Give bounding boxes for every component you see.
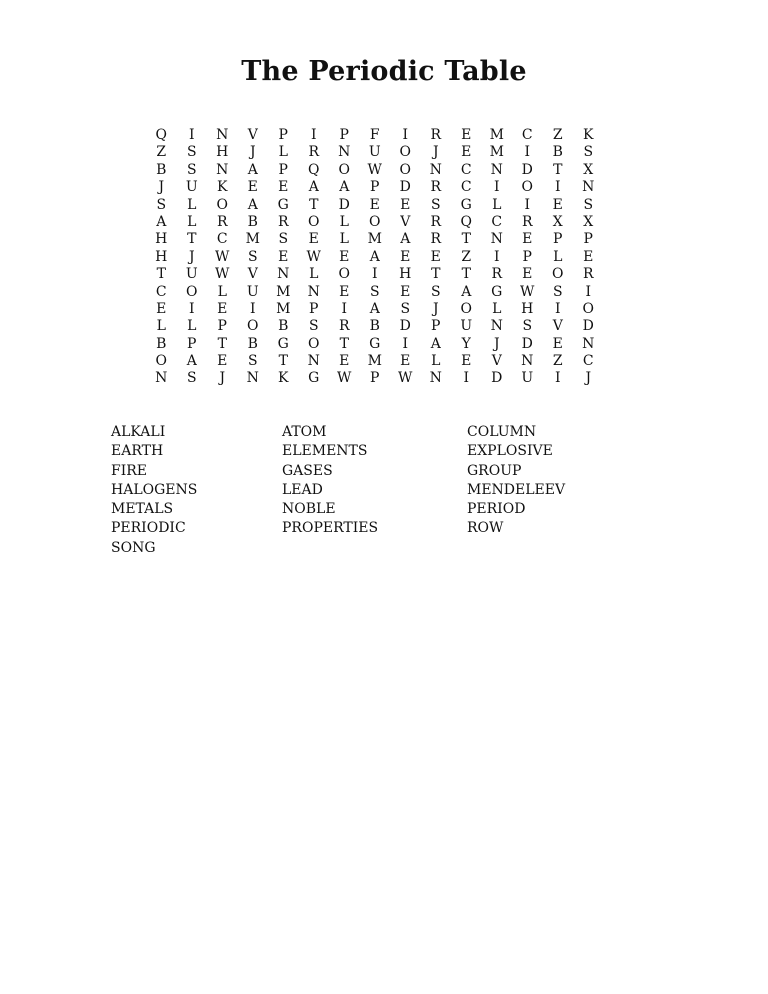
grid-letter[interactable]: E bbox=[552, 335, 563, 352]
grid-letter[interactable]: H bbox=[521, 300, 534, 317]
grid-letter[interactable]: L bbox=[492, 196, 502, 213]
grid-letter[interactable]: Z bbox=[156, 144, 167, 161]
grid-letter[interactable]: T bbox=[156, 266, 166, 283]
grid-letter[interactable]: M bbox=[245, 231, 260, 248]
grid-letter[interactable]: P bbox=[339, 127, 349, 143]
grid-letter[interactable]: D bbox=[338, 196, 350, 213]
grid-letter[interactable]: W bbox=[306, 248, 321, 265]
word-list-item: NOBLE bbox=[282, 501, 336, 518]
grid-letter[interactable]: L bbox=[187, 318, 197, 335]
grid-letter[interactable]: L bbox=[187, 213, 197, 230]
grid-letter[interactable]: Y bbox=[461, 335, 471, 352]
grid-letter[interactable]: A bbox=[308, 179, 319, 196]
grid-letter[interactable]: E bbox=[522, 231, 533, 248]
grid-letter[interactable]: R bbox=[216, 213, 228, 230]
grid-letter[interactable]: X bbox=[552, 213, 563, 230]
grid-letter[interactable]: T bbox=[461, 231, 471, 248]
grid-letter[interactable]: S bbox=[308, 318, 319, 335]
grid-letter[interactable]: I bbox=[402, 127, 409, 143]
grid-letter[interactable]: A bbox=[400, 231, 411, 248]
grid-letter[interactable]: H bbox=[399, 266, 412, 283]
grid-letter[interactable]: O bbox=[308, 335, 320, 352]
grid-letter[interactable]: H bbox=[155, 248, 168, 265]
grid-letter[interactable]: F bbox=[369, 127, 380, 143]
grid-letter[interactable]: H bbox=[216, 144, 229, 161]
grid-letter[interactable]: A bbox=[156, 213, 167, 230]
grid-letter[interactable]: C bbox=[582, 353, 594, 370]
grid-letter[interactable]: Q bbox=[460, 213, 472, 230]
grid-letter[interactable]: N bbox=[216, 161, 229, 178]
grid-letter[interactable]: E bbox=[278, 248, 289, 265]
word-list-item: COLUMN bbox=[467, 424, 537, 440]
grid-letter[interactable]: N bbox=[490, 161, 503, 178]
grid-letter[interactable]: S bbox=[186, 161, 197, 178]
grid-letter[interactable]: R bbox=[430, 231, 442, 248]
grid-letter[interactable]: N bbox=[582, 335, 595, 352]
word-list-item: EXPLOSIVE bbox=[467, 443, 553, 460]
grid-letter[interactable]: T bbox=[431, 266, 441, 283]
grid-letter[interactable]: E bbox=[339, 283, 350, 300]
grid-letter[interactable]: B bbox=[369, 318, 380, 335]
grid-letter[interactable]: R bbox=[277, 213, 289, 230]
word-list-item: FIRE bbox=[111, 462, 148, 479]
grid-letter[interactable]: C bbox=[216, 231, 228, 248]
grid-letter[interactable]: N bbox=[490, 318, 503, 335]
grid-letter[interactable]: V bbox=[400, 213, 411, 230]
grid-letter[interactable]: E bbox=[308, 231, 319, 248]
word-list-item: ELEMENTS bbox=[282, 443, 368, 460]
grid-letter[interactable]: P bbox=[553, 231, 563, 248]
grid-letter[interactable]: C bbox=[460, 161, 472, 178]
grid-letter[interactable]: J bbox=[432, 300, 439, 317]
grid-letter[interactable]: C bbox=[460, 179, 472, 196]
grid-letter[interactable]: I bbox=[310, 127, 317, 143]
grid-letter[interactable]: P bbox=[309, 300, 319, 317]
word-list-item: ROW bbox=[467, 520, 504, 537]
grid-letter[interactable]: N bbox=[246, 370, 259, 387]
word-list-item: METALS bbox=[111, 501, 174, 518]
grid-letter[interactable]: D bbox=[491, 370, 503, 387]
word-list-item: ATOM bbox=[282, 424, 327, 440]
grid-letter[interactable]: J bbox=[188, 248, 195, 265]
grid-letter[interactable]: E bbox=[400, 248, 411, 265]
grid-letter[interactable]: P bbox=[187, 335, 197, 352]
grid-letter[interactable]: W bbox=[337, 370, 352, 387]
word-list-item: HALOGENS bbox=[111, 481, 198, 498]
grid-letter[interactable]: T bbox=[461, 266, 471, 283]
grid-letter[interactable]: Q bbox=[155, 127, 167, 143]
grid-letter[interactable]: S bbox=[583, 144, 594, 161]
grid-letter[interactable]: L bbox=[492, 300, 502, 317]
grid-letter[interactable]: U bbox=[185, 179, 198, 196]
grid-letter[interactable]: M bbox=[276, 283, 291, 300]
grid-letter[interactable]: S bbox=[369, 283, 380, 300]
grid-letter[interactable]: I bbox=[554, 179, 561, 196]
grid-letter[interactable]: X bbox=[583, 161, 594, 178]
grid-letter[interactable]: W bbox=[398, 370, 413, 387]
grid-letter[interactable]: V bbox=[552, 318, 563, 335]
grid-letter[interactable]: J bbox=[249, 144, 256, 161]
grid-letter[interactable]: Z bbox=[461, 248, 472, 265]
grid-letter[interactable]: E bbox=[217, 353, 228, 370]
grid-letter[interactable]: N bbox=[521, 353, 534, 370]
grid-letter[interactable]: E bbox=[400, 353, 411, 370]
grid-letter[interactable]: W bbox=[215, 248, 230, 265]
grid-letter[interactable]: V bbox=[247, 127, 258, 143]
grid-letter[interactable]: I bbox=[524, 144, 531, 161]
grid-letter[interactable]: Z bbox=[552, 127, 563, 143]
grid-letter[interactable]: O bbox=[216, 196, 228, 213]
grid-letter[interactable]: C bbox=[491, 213, 503, 230]
grid-letter[interactable]: U bbox=[246, 283, 259, 300]
grid-letter[interactable]: E bbox=[522, 266, 533, 283]
grid-letter[interactable]: E bbox=[156, 300, 167, 317]
word-list bbox=[111, 423, 627, 558]
grid-letter[interactable]: X bbox=[583, 213, 594, 230]
grid-letter[interactable]: S bbox=[278, 231, 289, 248]
grid-letter[interactable]: W bbox=[520, 283, 535, 300]
grid-letter[interactable]: I bbox=[493, 248, 500, 265]
grid-letter[interactable]: O bbox=[399, 161, 411, 178]
grid-letter[interactable]: E bbox=[339, 248, 350, 265]
grid-letter[interactable]: I bbox=[524, 196, 531, 213]
grid-letter[interactable]: L bbox=[278, 144, 288, 161]
grid-letter[interactable]: P bbox=[278, 161, 288, 178]
grid-letter[interactable]: R bbox=[338, 318, 350, 335]
grid-letter[interactable]: J bbox=[158, 179, 165, 196]
grid-letter[interactable]: O bbox=[399, 144, 411, 161]
grid-letter[interactable]: N bbox=[582, 179, 595, 196]
grid-letter[interactable]: D bbox=[399, 318, 411, 335]
grid-letter[interactable]: L bbox=[156, 318, 166, 335]
grid-letter[interactable]: Z bbox=[552, 353, 563, 370]
grid-letter[interactable]: J bbox=[219, 370, 226, 387]
grid-letter[interactable]: S bbox=[430, 283, 441, 300]
grid-letter[interactable]: J bbox=[493, 335, 500, 352]
grid-letter[interactable]: L bbox=[339, 231, 349, 248]
word-list-item: ALKALI bbox=[111, 424, 166, 440]
grid-letter[interactable]: E bbox=[339, 353, 350, 370]
grid-letter[interactable]: O bbox=[338, 161, 350, 178]
grid-letter[interactable]: O bbox=[521, 179, 533, 196]
grid-letter[interactable]: O bbox=[247, 318, 259, 335]
grid-letter[interactable]: B bbox=[552, 144, 563, 161]
word-list-item: EARTH bbox=[111, 443, 164, 460]
grid-letter[interactable]: I bbox=[493, 179, 500, 196]
grid-letter[interactable]: E bbox=[247, 179, 258, 196]
grid-letter[interactable]: O bbox=[369, 213, 381, 230]
page-title: The Periodic Table bbox=[241, 56, 527, 87]
grid-letter[interactable]: W bbox=[367, 161, 382, 178]
grid-letter[interactable]: E bbox=[461, 353, 472, 370]
grid-letter[interactable]: N bbox=[216, 127, 229, 143]
grid-letter[interactable]: O bbox=[308, 213, 320, 230]
grid-letter[interactable]: G bbox=[308, 370, 320, 387]
grid-letter[interactable]: L bbox=[217, 283, 227, 300]
grid-letter[interactable]: E bbox=[400, 196, 411, 213]
grid-letter[interactable]: U bbox=[460, 318, 473, 335]
grid-letter[interactable]: I bbox=[554, 370, 561, 387]
grid-letter[interactable]: U bbox=[368, 144, 381, 161]
grid-letter[interactable]: S bbox=[247, 353, 258, 370]
grid-letter[interactable]: A bbox=[369, 300, 380, 317]
grid-letter[interactable]: S bbox=[186, 144, 197, 161]
grid-letter[interactable]: I bbox=[554, 300, 561, 317]
grid-letter[interactable]: I bbox=[402, 335, 409, 352]
grid-letter[interactable]: T bbox=[278, 353, 288, 370]
grid-letter[interactable]: S bbox=[583, 196, 594, 213]
grid-letter[interactable]: P bbox=[278, 127, 288, 143]
grid-letter[interactable]: O bbox=[186, 283, 198, 300]
grid-letter[interactable]: E bbox=[461, 144, 472, 161]
grid-letter[interactable]: D bbox=[521, 161, 533, 178]
grid-letter[interactable]: N bbox=[277, 266, 290, 283]
grid-letter[interactable]: P bbox=[522, 248, 532, 265]
grid-letter[interactable]: G bbox=[277, 196, 289, 213]
grid-letter[interactable]: K bbox=[278, 370, 289, 387]
grid-letter[interactable]: M bbox=[489, 144, 504, 161]
grid-letter[interactable]: D bbox=[521, 335, 533, 352]
word-list-item: GROUP bbox=[467, 462, 522, 479]
grid-letter[interactable]: E bbox=[369, 196, 380, 213]
grid-letter[interactable]: I bbox=[585, 283, 592, 300]
grid-letter[interactable]: B bbox=[247, 335, 258, 352]
grid-letter[interactable]: I bbox=[341, 300, 348, 317]
grid-letter[interactable]: G bbox=[491, 283, 503, 300]
grid-letter[interactable]: P bbox=[217, 318, 227, 335]
grid-letter[interactable]: G bbox=[369, 335, 381, 352]
grid-letter[interactable]: E bbox=[217, 300, 228, 317]
grid-letter[interactable]: P bbox=[431, 318, 441, 335]
grid-letter[interactable]: E bbox=[430, 248, 441, 265]
grid-letter[interactable]: G bbox=[460, 196, 472, 213]
grid-letter[interactable]: M bbox=[367, 231, 382, 248]
grid-letter[interactable]: J bbox=[585, 370, 592, 387]
grid-letter[interactable]: N bbox=[307, 283, 320, 300]
grid-letter[interactable]: L bbox=[339, 213, 349, 230]
grid-letter[interactable]: O bbox=[338, 266, 350, 283]
grid-letter[interactable]: S bbox=[430, 196, 441, 213]
grid-letter[interactable]: W bbox=[215, 266, 230, 283]
grid-letter[interactable]: S bbox=[156, 196, 167, 213]
grid-letter[interactable]: I bbox=[249, 300, 256, 317]
grid-letter[interactable]: R bbox=[430, 213, 442, 230]
grid-letter[interactable]: C bbox=[155, 283, 167, 300]
grid-letter[interactable]: B bbox=[156, 335, 167, 352]
grid-letter[interactable]: E bbox=[583, 248, 594, 265]
grid-letter[interactable]: E bbox=[278, 179, 289, 196]
grid-letter[interactable]: C bbox=[521, 127, 533, 143]
grid-letter[interactable]: A bbox=[247, 196, 258, 213]
grid-letter[interactable]: B bbox=[156, 161, 167, 178]
grid-letter[interactable]: B bbox=[278, 318, 289, 335]
word-list-item: PROPERTIES bbox=[282, 520, 379, 537]
grid-letter[interactable]: A bbox=[461, 283, 472, 300]
grid-letter[interactable]: T bbox=[309, 196, 319, 213]
grid-letter[interactable]: T bbox=[217, 335, 227, 352]
grid-letter[interactable]: N bbox=[429, 370, 442, 387]
word-list-item: MENDELEEV bbox=[467, 481, 566, 498]
word-list-item: GASES bbox=[282, 462, 333, 479]
grid-letter[interactable]: H bbox=[155, 231, 168, 248]
grid-letter[interactable]: O bbox=[582, 300, 594, 317]
grid-letter[interactable]: U bbox=[521, 370, 534, 387]
word-list-item: PERIODIC bbox=[111, 520, 186, 537]
grid-letter[interactable]: E bbox=[400, 283, 411, 300]
grid-letter[interactable]: T bbox=[553, 161, 563, 178]
word-list-item: SONG bbox=[111, 539, 156, 556]
grid-letter[interactable]: B bbox=[247, 213, 258, 230]
grid-letter[interactable]: L bbox=[553, 248, 563, 265]
grid-letter[interactable]: D bbox=[399, 179, 411, 196]
grid-letter[interactable]: Q bbox=[308, 161, 320, 178]
grid-letter[interactable]: L bbox=[187, 196, 197, 213]
grid-letter[interactable]: S bbox=[186, 370, 197, 387]
grid-letter[interactable]: S bbox=[400, 300, 411, 317]
grid-letter[interactable]: R bbox=[430, 127, 442, 143]
grid-letter[interactable]: O bbox=[155, 353, 167, 370]
grid-letter[interactable]: T bbox=[187, 231, 197, 248]
grid-letter[interactable]: A bbox=[430, 335, 441, 352]
word-list-item: PERIOD bbox=[467, 501, 526, 518]
grid-letter[interactable]: I bbox=[188, 300, 195, 317]
grid-letter[interactable]: T bbox=[339, 335, 349, 352]
grid-letter[interactable]: V bbox=[491, 353, 502, 370]
grid-letter[interactable]: I bbox=[188, 127, 195, 143]
grid-letter[interactable]: I bbox=[371, 266, 378, 283]
word-search-grid bbox=[146, 127, 604, 388]
grid-letter[interactable]: S bbox=[247, 248, 258, 265]
grid-letter[interactable]: J bbox=[432, 144, 439, 161]
grid-letter[interactable]: R bbox=[582, 266, 594, 283]
grid-letter[interactable]: K bbox=[583, 127, 594, 143]
grid-letter[interactable]: N bbox=[490, 231, 503, 248]
grid-letter[interactable]: N bbox=[307, 353, 320, 370]
grid-letter[interactable]: A bbox=[247, 161, 258, 178]
grid-letter[interactable]: M bbox=[367, 353, 382, 370]
grid-letter[interactable]: S bbox=[552, 283, 563, 300]
grid-letter[interactable]: M bbox=[276, 300, 291, 317]
grid-letter[interactable]: A bbox=[369, 248, 380, 265]
grid-letter[interactable]: N bbox=[429, 161, 442, 178]
grid-letter[interactable]: S bbox=[522, 318, 533, 335]
grid-letter[interactable]: P bbox=[583, 231, 593, 248]
grid-letter[interactable]: K bbox=[217, 179, 228, 196]
grid-letter[interactable]: D bbox=[582, 318, 594, 335]
grid-letter[interactable]: I bbox=[463, 370, 470, 387]
grid-letter[interactable]: R bbox=[430, 179, 442, 196]
grid-letter[interactable]: O bbox=[460, 300, 472, 317]
grid-letter[interactable]: E bbox=[461, 127, 472, 143]
grid-letter[interactable]: A bbox=[339, 179, 350, 196]
grid-letter[interactable]: R bbox=[308, 144, 320, 161]
grid-letter[interactable]: P bbox=[370, 179, 380, 196]
word-list-item: LEAD bbox=[282, 481, 323, 498]
grid-letter[interactable]: A bbox=[186, 353, 197, 370]
grid-letter[interactable]: G bbox=[277, 335, 289, 352]
grid-letter[interactable]: L bbox=[309, 266, 319, 283]
grid-letter[interactable]: L bbox=[431, 353, 441, 370]
grid-letter[interactable]: N bbox=[155, 370, 168, 387]
grid-letter[interactable]: O bbox=[552, 266, 564, 283]
grid-letter[interactable]: R bbox=[491, 266, 503, 283]
grid-letter[interactable]: M bbox=[489, 127, 504, 143]
grid-letter[interactable]: V bbox=[247, 266, 258, 283]
grid-letter[interactable]: E bbox=[552, 196, 563, 213]
grid-letter[interactable]: R bbox=[521, 213, 533, 230]
grid-letter[interactable]: U bbox=[185, 266, 198, 283]
grid-letter[interactable]: P bbox=[370, 370, 380, 387]
grid-letter[interactable]: N bbox=[338, 144, 351, 161]
